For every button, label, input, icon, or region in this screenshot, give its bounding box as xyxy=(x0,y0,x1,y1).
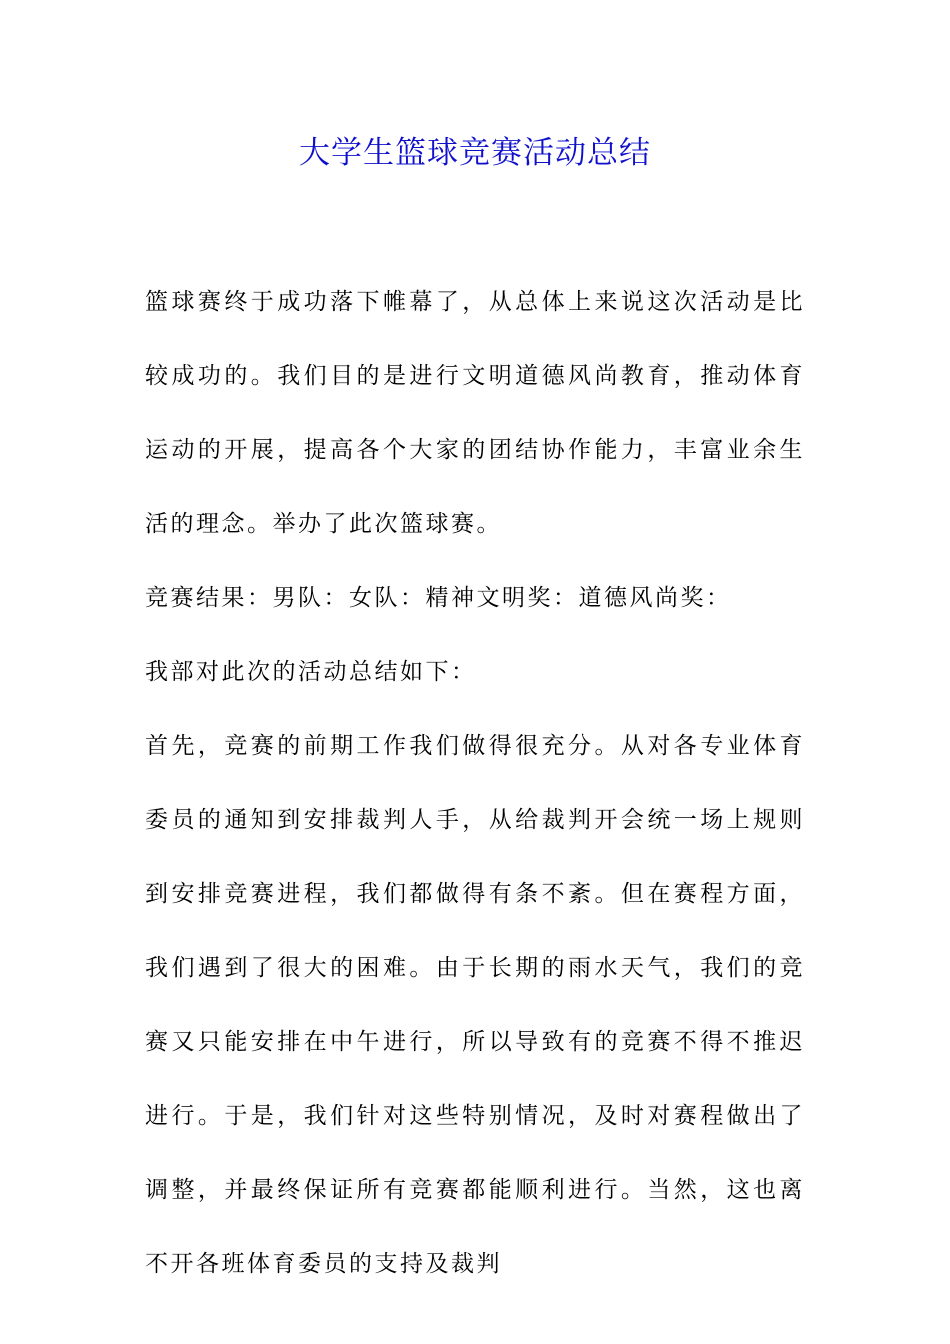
paragraph-intro: 篮球赛终于成功落下帷幕了，从总体上来说这次活动是比较成功的。我们目的是进行文明道德风尚教育，推动体育运动的开展，提高各个大家的团结协作能力，丰富业余生活的理念。举办了此次篮球赛。 xyxy=(145,289,805,537)
document-title: 大学生篮球竞赛活动总结 xyxy=(299,135,651,171)
paragraph-summary-lead: 我部对此次的活动总结如下： xyxy=(145,659,477,685)
paragraph-results: 竞赛结果：男队：女队：精神文明奖：道德风尚奖： xyxy=(145,585,732,611)
paragraph-first-point: 首先，竞赛的前期工作我们做得很充分。从对各专业体育委员的通知到安排裁判人手，从给裁判开会统一场上规则到安排竞赛进程，我们都做得有条不紊。但在赛程方面，我们遇到了很大的困难。由于长期的雨水天气，我们的竞赛又只能安排在中午进行，所以导致有的竞赛不得不推迟进行。于是，我们针对这些特别情况，及时对赛程做出了调整，并最终保证所有竞赛都能顺利进行。当然，这也离不开各班体育委员的支持及裁判 xyxy=(145,733,805,1277)
document-body xyxy=(145,265,805,1301)
